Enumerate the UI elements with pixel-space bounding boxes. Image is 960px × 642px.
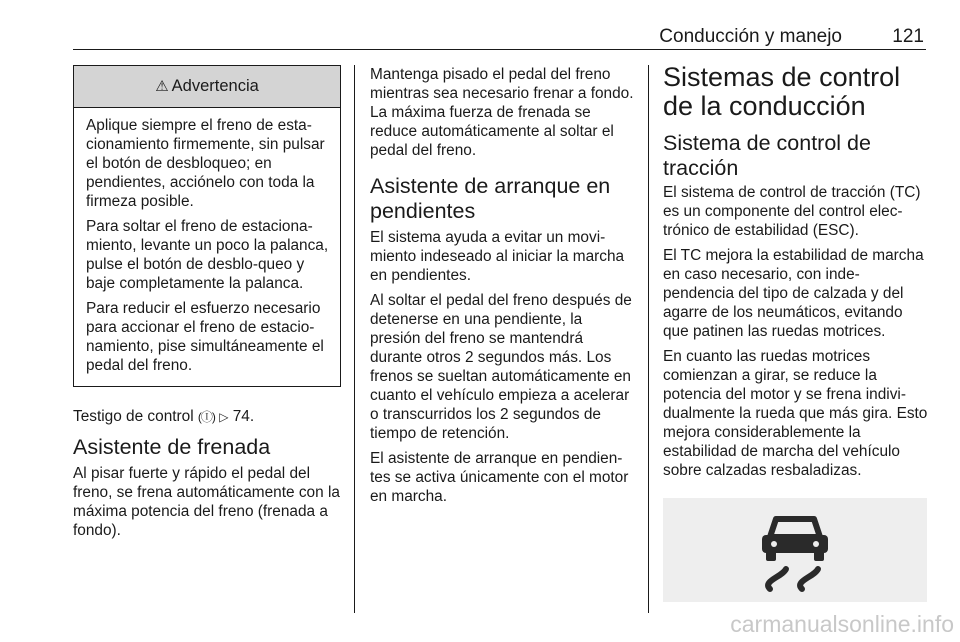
hill-start-paragraph: El sistema ayuda a evitar un movi-miento indeseado al iniciar la marcha en pendientes. [370, 229, 625, 284]
header-rule [73, 49, 926, 50]
brake-assist-heading: Asistente de frenada [73, 435, 271, 459]
warning-paragraph: Para soltar el freno de estaciona-miento, levante un poco la palanca, pulse el botón de desblo-queo y baje completamente la palanca. [86, 218, 329, 292]
warning-triangle-icon: ⚠ [155, 78, 169, 95]
warning-paragraph: Aplique siempre el freno de esta-cionamiento firmemente, sin pulsar el botón de desbloqueo; en pendientes, acciónelo con toda la firmeza posible. [86, 117, 325, 210]
testigo-text: Testigo de control [73, 408, 194, 425]
warning-title: Advertencia [171, 77, 259, 95]
brake-warning-lamp-icon: (Ⓘ) [197, 410, 215, 424]
brake-assist-paragraph: Al pisar fuerte y rápido el pedal del freno, se frena automáticamente con la máxima potencia del freno (frenada a fondo). [73, 465, 340, 539]
warning-paragraph: Para reducir el esfuerzo necesario para accionar el freno de estacio-namiento, pise simultáneamente el pedal del freno. [86, 300, 324, 374]
traction-control-paragraph: El TC mejora la estabilidad de marcha en caso necesario, con inde-pendencia del tipo de calzada y del agarre de los neumáticos, evitando que patinen las ruedas motrices. [663, 247, 924, 340]
traction-control-subheading: Sistema de control de tracción [663, 131, 871, 180]
driving-control-heading: Sistemas de control de la conducción [663, 62, 901, 121]
warning-header [74, 66, 340, 108]
hill-start-paragraph: El asistente de arranque en pendien-tes se activa únicamente con el motor en marcha. [370, 450, 629, 505]
column-divider [648, 65, 649, 613]
testigo-page-ref[interactable]: 74. [232, 408, 255, 425]
hill-start-paragraph: Al soltar el pedal del freno después de detenerse en una pendiente, la presión del freno se mantendrá durante otros 2 segundos más. Los frenos se sueltan automáticamente en cuanto el vehículo empieza a acelerar o transcurridos los 2 segundos de tiempo de retención. [370, 292, 632, 442]
column-3 [663, 62, 929, 602]
column-divider [354, 65, 355, 613]
brake-assist-paragraph: Mantenga pisado el pedal del freno mientras sea necesario frenar a fondo. La máxima fuerza de frenada se reduce automáticamente al soltar el pedal del freno. [370, 66, 634, 159]
traction-control-icon-panel [663, 498, 927, 602]
watermark-text: carmanualsonline.info [730, 611, 954, 637]
page-number: 121 [892, 26, 924, 47]
column-1 [73, 65, 341, 546]
warning-body [74, 108, 340, 386]
traction-control-car-skid-icon [750, 505, 840, 595]
hill-start-heading: Asistente de arranque en pendientes [370, 174, 611, 223]
page-reference-triangle-icon: ▷ [219, 410, 229, 424]
traction-control-paragraph: En cuanto las ruedas motrices comienzan a girar, se reduce la potencia del motor y se frena indivi-dualmente la rueda que más gira. Esto mejora considerablemente la estabilidad de marcha del vehículo sobre calzadas resbaladizas. [663, 348, 928, 479]
column-2 [370, 65, 634, 512]
testigo-line [73, 407, 341, 427]
running-header-title: Conducción y manejo [659, 26, 842, 47]
traction-control-paragraph: El sistema de control de tracción (TC) es un componente del control elec-trónico de estabilidad (ESC). [663, 184, 921, 239]
warning-box [73, 65, 341, 387]
